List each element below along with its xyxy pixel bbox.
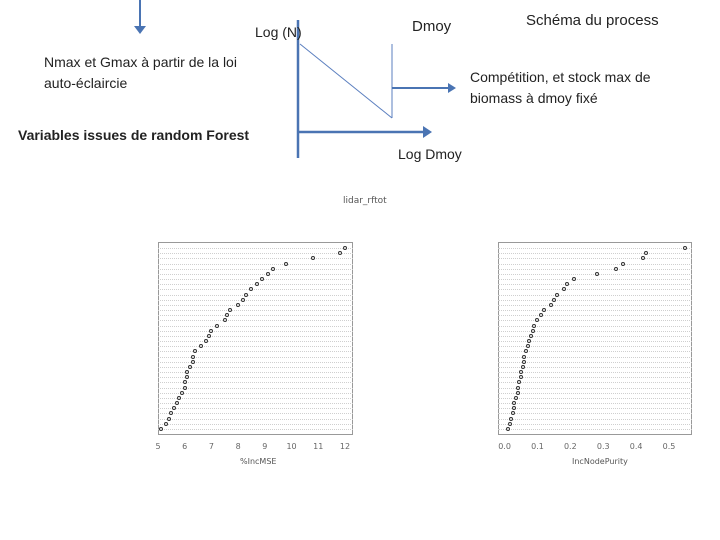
dot-guide-line [498, 336, 692, 337]
dot-guide-line [158, 258, 353, 259]
dot-guide-line [498, 269, 692, 270]
importance-point [177, 396, 181, 400]
importance-point [164, 422, 168, 426]
importance-point [193, 349, 197, 353]
importance-point [185, 375, 189, 379]
importance-point [527, 339, 531, 343]
dot-guide-line [498, 424, 692, 425]
importance-point [529, 334, 533, 338]
dot-guide-line [498, 393, 692, 394]
dot-guide-line [158, 289, 353, 290]
dot-guide-line [158, 341, 353, 342]
importance-point [204, 339, 208, 343]
x-tick-label: 0.2 [563, 442, 577, 451]
importance-point [209, 329, 213, 333]
x-tick-label: 8 [235, 442, 241, 451]
dot-guide-line [498, 367, 692, 368]
importance-point [506, 427, 510, 431]
importance-point [183, 380, 187, 384]
importance-point [175, 401, 179, 405]
dot-guide-line [498, 413, 692, 414]
importance-point [552, 298, 556, 302]
y-axis-label: Log (N) [255, 24, 302, 40]
x-tick-label: 7 [208, 442, 214, 451]
importance-point [572, 277, 576, 281]
importance-point [519, 375, 523, 379]
importance-point [521, 365, 525, 369]
dot-guide-line [158, 269, 353, 270]
dot-guide-line [158, 413, 353, 414]
importance-point [511, 411, 515, 415]
x-tick-label: 5 [155, 442, 161, 451]
importance-point [191, 360, 195, 364]
importance-point [207, 334, 211, 338]
importance-point [225, 313, 229, 317]
dot-guide-line [158, 351, 353, 352]
importance-point [343, 246, 347, 250]
dot-guide-line [498, 388, 692, 389]
importance-point [199, 344, 203, 348]
dot-guide-line [158, 326, 353, 327]
dot-guide-line [498, 279, 692, 280]
importance-point [228, 308, 232, 312]
importance-point [266, 272, 270, 276]
dot-guide-line [158, 403, 353, 404]
dot-guide-line [158, 310, 353, 311]
x-tick-label: 0.5 [662, 442, 676, 451]
dot-guide-line [158, 393, 353, 394]
importance-point [621, 262, 625, 266]
importance-point [169, 411, 173, 415]
dot-guide-line [158, 424, 353, 425]
importance-point [565, 282, 569, 286]
variables-text: Variables issues de random Forest [18, 127, 250, 143]
dot-guide-line [158, 320, 353, 321]
dot-guide-line [158, 264, 353, 265]
dot-guide-line [158, 274, 353, 275]
dot-guide-line [158, 429, 353, 430]
importance-point [595, 272, 599, 276]
left-panel-xlabel: %IncMSE [240, 457, 277, 466]
dot-guide-line [498, 310, 692, 311]
dot-guide-line [498, 289, 692, 290]
importance-point [223, 318, 227, 322]
importance-point [167, 417, 171, 421]
importance-point [185, 370, 189, 374]
importance-point [338, 251, 342, 255]
x-tick-label: 0.1 [531, 442, 544, 451]
rf-plot-title: lidar_rftot [343, 196, 387, 206]
dot-guide-line [498, 315, 692, 316]
importance-point [271, 267, 275, 271]
importance-point [311, 256, 315, 260]
importance-point [215, 324, 219, 328]
dot-guide-line [158, 382, 353, 383]
importance-point [644, 251, 648, 255]
importance-point [236, 303, 240, 307]
importance-point [641, 256, 645, 260]
importance-point [159, 427, 163, 431]
importance-point [241, 298, 245, 302]
dmoy-label: Dmoy [412, 18, 452, 35]
x-tick-label: 0.4 [629, 442, 643, 451]
dot-guide-line [158, 408, 353, 409]
top-left-arrow-head [134, 26, 146, 34]
dot-guide-line [498, 377, 692, 378]
dot-guide-line [498, 362, 692, 363]
x-tick-label: 6 [182, 442, 188, 451]
x-tick-label: 9 [262, 442, 268, 451]
importance-point [260, 277, 264, 281]
importance-point [188, 365, 192, 369]
nmax-text: Nmax et Gmax à partir de la loi auto-éclaircie [44, 54, 237, 91]
importance-point [284, 262, 288, 266]
x-tick-label: 10 [286, 442, 297, 451]
dot-guide-line [498, 331, 692, 332]
dot-guide-line [498, 295, 692, 296]
dot-guide-line [498, 264, 692, 265]
dot-guide-line [158, 419, 353, 420]
dot-guide-line [498, 357, 692, 358]
diagram-title: Schéma du process [526, 12, 659, 29]
x-tick-label: 0.3 [596, 442, 610, 451]
importance-point [683, 246, 687, 250]
importance-point [255, 282, 259, 286]
left-panel-frame [158, 242, 353, 435]
importance-point [519, 370, 523, 374]
dot-guide-line [498, 403, 692, 404]
dot-guide-line [158, 305, 353, 306]
x-axis-arrow-head [423, 126, 432, 138]
dot-guide-line [158, 315, 353, 316]
importance-point [535, 318, 539, 322]
dot-guide-line [158, 357, 353, 358]
importance-point [555, 293, 559, 297]
dot-guide-line [158, 253, 353, 254]
importance-point [508, 422, 512, 426]
importance-point [191, 355, 195, 359]
importance-point [532, 324, 536, 328]
importance-point [180, 391, 184, 395]
importance-point [244, 293, 248, 297]
dot-guide-line [158, 331, 353, 332]
competition-text: Compétition, et stock max de biomass à dmoy fixé [470, 69, 651, 106]
dot-guide-line [498, 300, 692, 301]
importance-point [516, 386, 520, 390]
importance-point [614, 267, 618, 271]
dot-guide-line [498, 305, 692, 306]
dot-guide-line [158, 398, 353, 399]
dot-guide-line [158, 362, 353, 363]
dot-guide-line [158, 279, 353, 280]
dot-guide-line [158, 388, 353, 389]
dot-guide-line [158, 300, 353, 301]
importance-point [516, 391, 520, 395]
x-tick-label: 11 [313, 442, 324, 451]
dot-guide-line [498, 320, 692, 321]
right-panel-xlabel: IncNodePurity [572, 457, 628, 466]
dot-guide-line [498, 248, 692, 249]
dot-guide-line [158, 248, 353, 249]
dot-guide-line [498, 382, 692, 383]
dot-guide-line [498, 284, 692, 285]
dot-guide-line [498, 398, 692, 399]
competition-arrow-head [448, 83, 456, 93]
dot-guide-line [498, 253, 692, 254]
dot-guide-line [498, 258, 692, 259]
importance-point [514, 396, 518, 400]
dot-guide-line [498, 429, 692, 430]
self-thinning-line [300, 44, 392, 118]
x-axis-label: Log Dmoy [398, 146, 462, 162]
importance-point [249, 287, 253, 291]
importance-point [512, 401, 516, 405]
importance-point [522, 355, 526, 359]
dot-guide-line [498, 419, 692, 420]
importance-point [524, 349, 528, 353]
importance-point [509, 417, 513, 421]
importance-point [542, 308, 546, 312]
dot-guide-line [498, 326, 692, 327]
importance-point [562, 287, 566, 291]
dot-guide-line [158, 346, 353, 347]
dot-guide-line [158, 336, 353, 337]
importance-point [512, 406, 516, 410]
importance-point [183, 386, 187, 390]
importance-point [522, 360, 526, 364]
importance-point [539, 313, 543, 317]
importance-point [517, 380, 521, 384]
x-tick-label: 0.0 [498, 442, 511, 451]
importance-point [526, 344, 530, 348]
x-tick-label: 12 [339, 442, 351, 451]
importance-point [172, 406, 176, 410]
importance-point [531, 329, 535, 333]
dot-guide-line [158, 295, 353, 296]
dot-guide-line [498, 372, 692, 373]
importance-point [549, 303, 553, 307]
dot-guide-line [498, 408, 692, 409]
